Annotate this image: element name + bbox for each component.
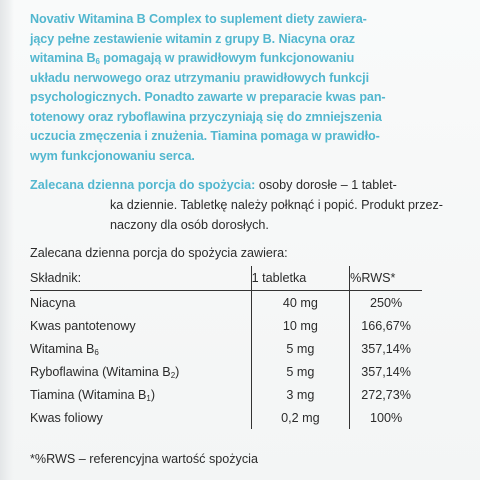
subscript: 2	[170, 370, 176, 380]
ingredient-label: Niacyna	[30, 295, 76, 310]
ingredient-label: Kwas pantotenowy	[30, 318, 136, 333]
ingredient-name	[30, 314, 251, 337]
header-amount: 1 tabletka	[251, 266, 350, 291]
dosage-text: naczony dla osób dorosłych.	[110, 218, 269, 232]
ingredient-suffix: )	[175, 364, 180, 379]
ingredient-amount: 10 mg	[251, 314, 350, 337]
subscript: 6	[95, 57, 100, 66]
table-header-row	[30, 266, 422, 291]
ingredient-name	[30, 360, 251, 383]
description-line: psychologicznych. Ponadto zawarte w preparacie kwas pan-	[30, 90, 386, 104]
ingredient-label: Tiamina (Witamina B	[30, 387, 147, 402]
description-line: jący pełne zestawienie witamin z grupy B. Niacyna oraz	[30, 31, 355, 46]
table-row	[30, 314, 422, 337]
ingredient-rws: 100%	[369, 410, 403, 425]
ingredient-amount: 5 mg	[251, 337, 350, 360]
description-line: Novativ Witamina B Complex to suplement diety zawiera-	[30, 12, 367, 26]
ingredient-rws: 357,14%	[361, 341, 411, 356]
ingredient-rws: 272,73%	[361, 387, 411, 402]
header-rws: %RWS*	[350, 266, 422, 291]
ingredient-rws: 250%	[369, 295, 403, 310]
description-line: układu nerwowego oraz utrzymaniu prawidłowych funkcji	[30, 70, 369, 85]
dosage-instructions	[30, 175, 470, 235]
rws-footnote: *%RWS – referencyjna wartość spożycia	[30, 452, 258, 466]
product-description	[30, 10, 470, 166]
table-row	[30, 406, 422, 429]
table-caption: Zalecana dzienna porcja do spożycia zawiera:	[30, 246, 288, 260]
ingredient-label: Witamina B	[30, 341, 95, 356]
ingredient-amount: 5 mg	[251, 360, 350, 383]
table-row	[30, 337, 422, 360]
ingredient-label: Kwas foliowy	[30, 410, 103, 425]
ingredient-amount: 0,2 mg	[251, 406, 350, 429]
subscript: 1	[146, 393, 151, 403]
header-ingredient: Składnik:	[30, 266, 251, 291]
ingredient-rws: 166,67%	[361, 318, 411, 333]
ingredient-suffix: )	[150, 387, 156, 402]
package-edge-shadow	[0, 0, 14, 480]
description-line: pomagają w prawidłowym funkcjonowaniu	[99, 51, 355, 65]
description-line: witamina B	[30, 51, 96, 65]
description-line: wym funkcjonowaniu serca.	[30, 148, 195, 163]
ingredient-name	[30, 291, 251, 315]
table-row	[30, 291, 422, 315]
subscript: 6	[94, 347, 99, 357]
description-line: totenowy oraz ryboflawina przyczyniają się do zmniejszenia	[30, 109, 382, 124]
ingredient-label: Ryboflawina (Witamina B	[30, 364, 171, 379]
dosage-text: osoby dorosłe – 1 tablet-	[255, 178, 397, 192]
ingredient-amount: 3 mg	[251, 383, 350, 406]
table-row	[30, 360, 422, 383]
description-line: uczucia zmęczenia i znużenia. Tiamina pomaga w prawidło-	[30, 129, 380, 143]
ingredient-rws: 357,14%	[361, 364, 411, 379]
ingredient-name	[30, 383, 251, 406]
ingredient-name	[30, 406, 251, 429]
table-row	[30, 383, 422, 406]
dosage-text: ka dziennie. Tabletkę należy połknąć i popić. Produkt przez-	[110, 198, 443, 212]
nutrition-table	[30, 266, 422, 429]
ingredient-name	[30, 337, 251, 360]
ingredient-amount: 40 mg	[251, 291, 350, 315]
dosage-label: Zalecana dzienna porcja do spożycia:	[30, 178, 256, 192]
